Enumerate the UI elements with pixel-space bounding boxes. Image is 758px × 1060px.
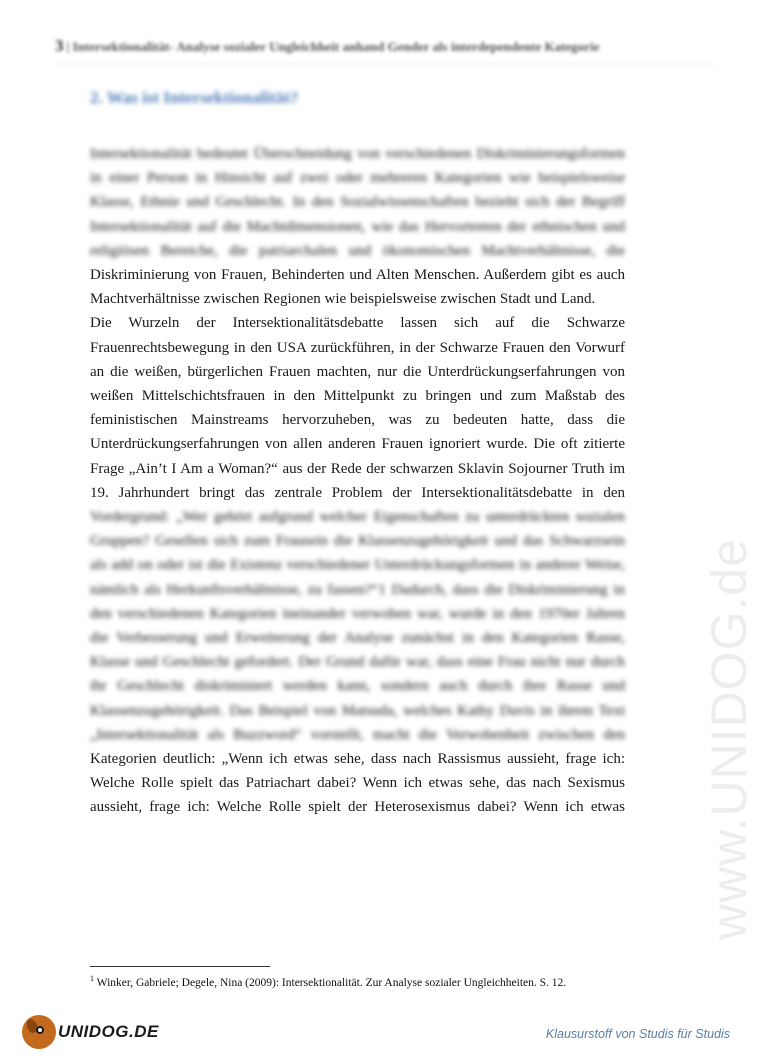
paragraph-1-blurred	[90, 142, 625, 263]
logo-text: UNIDOG.DE	[58, 1022, 159, 1041]
text-line: Klasse, Ethnie und Geschlecht. In den Sozialwissenschaften bezieht sich der Begriff	[90, 194, 625, 211]
tagline: Klausurstoff von Studis für Studis	[545, 1027, 730, 1041]
paragraph-2-blurred	[90, 505, 625, 747]
text-line: Klassenzugehörigkeit. Das Beispiel von Matsuda, welches Kathy Davis in ihrem Text	[90, 702, 625, 719]
text-line: Die Wurzeln der Intersektionalitätsdebatte lassen sich auf die Schwarze	[90, 315, 625, 332]
text-line: als add on oder ist die Existenz verschiedener Unterdrückungsformen in anderer Weise,	[90, 557, 625, 574]
text-line: Intersektionalität auf die Machtdimensionen, wie das Hervortreten der ethnischen und	[90, 218, 625, 235]
text-line: Klasse und Geschlecht gefordert. Der Grund dafür war, dass eine Frau nicht nur durch	[90, 654, 625, 671]
text-line: Intersektionalität bedeutet Überschneidung von verschiedenen Diskriminierungsformen	[90, 146, 625, 162]
text-line: religiösen Bereiche, die patriarchalen und ökonomischen Machtverhältnisse, die	[90, 242, 625, 259]
text-line: Frauenrechtsbewegung in den USA zurückführen, in der Schwarze Frauen den Vorwurf	[90, 339, 625, 356]
footnote-text: Winker, Gabriele; Degele, Nina (2009): Intersektionalität. Zur Analyse sozialer Ungleichheiten. S. 12.	[96, 976, 567, 989]
header-title: | Intersektionalität- Analyse sozialer Ungleichheit anhand Gender als interdependente Kategorie	[66, 39, 600, 54]
footnote-divider	[90, 966, 270, 967]
text-line: weißen Mittelschichtsfrauen in den Mittelpunkt zu bringen und zum Maßstab des	[90, 388, 625, 405]
text-line: feministischen Mainstreams hervorzuheben, was zu bedeuten hatte, dass die	[90, 412, 625, 429]
text-line: aussieht, frage ich: Welche Rolle spielt der Heterosexismus dabei? Wenn ich etwas	[90, 799, 625, 816]
dog-mascot-icon	[22, 1015, 56, 1049]
text-line: Frage „Ain’t I Am a Woman?“ aus der Rede der schwarzen Sklavin Sojourner Truth im	[90, 460, 625, 477]
text-line: ihr Geschlecht diskriminiert werden kann, sondern auch durch ihre Rasse und	[90, 678, 625, 695]
watermark: www.UNIDOG.de	[701, 538, 757, 940]
text-line: nämlich als Herkunftsverhältnisse, zu fassen?“1 Dadurch, dass die Diskriminierung in	[90, 581, 625, 598]
paragraph-2-visible-end	[90, 747, 625, 820]
text-line: die Verbesserung und Erweiterung der Analyse zunächst in den Kategorien Rasse,	[90, 630, 625, 647]
section-heading: 2. Was ist Intersektionalität?	[90, 88, 299, 107]
text-line: Unterdrückungserfahrungen von allen anderen Frauen ignoriert wurde. Die oft zitierte	[90, 436, 625, 453]
footnote	[90, 972, 650, 990]
text-line: 19. Jahrhundert bringt das zentrale Problem der Intersektionalitätsdebatte in den	[90, 484, 625, 501]
text-line: an die weißen, bürgerlichen Frauen machten, nur die Unterdrückungserfahrungen von	[90, 363, 625, 380]
page-number: 3	[55, 36, 64, 55]
unidog-logo[interactable]	[22, 1015, 159, 1049]
text-line: Vordergrund: „Wer gehört aufgrund welcher Eigenschaften zu unterdrückten sozialen	[90, 509, 625, 526]
footnote-number: 1	[90, 974, 94, 983]
text-line: den verschiedenen Kategorien ineinander verwoben war, wurde in den 1970er Jahren	[90, 605, 625, 622]
body-text	[90, 142, 625, 820]
paragraph-2-visible	[90, 311, 625, 505]
text-line: Machtverhältnisse zwischen Regionen wie beispielsweise zwischen Stadt und Land.	[90, 291, 596, 308]
text-line: Kategorien deutlich: „Wenn ich etwas sehe, dass nach Rassismus aussieht, frage ich:	[90, 751, 625, 768]
text-line: Gruppen? Gesellen sich zum Frausein die Klassenzugehörigkeit und das Schwarzsein	[90, 533, 625, 550]
paragraph-1-visible	[90, 263, 625, 311]
text-line: Welche Rolle spielt das Patriachart dabei? Wenn ich etwas sehe, das nach Sexismus	[90, 775, 625, 792]
running-header	[55, 36, 715, 65]
text-line: „Intersektionalität als Buzzword“ vorstellt, macht die Verwobenheit zwischen den	[90, 726, 625, 743]
text-line: Diskriminierung von Frauen, Behinderten und Alten Menschen. Außerdem gibt es auch	[90, 267, 625, 284]
text-line: in einer Person in Hinsicht auf zwei oder mehreren Kategorien wie beispielsweise	[90, 170, 625, 187]
